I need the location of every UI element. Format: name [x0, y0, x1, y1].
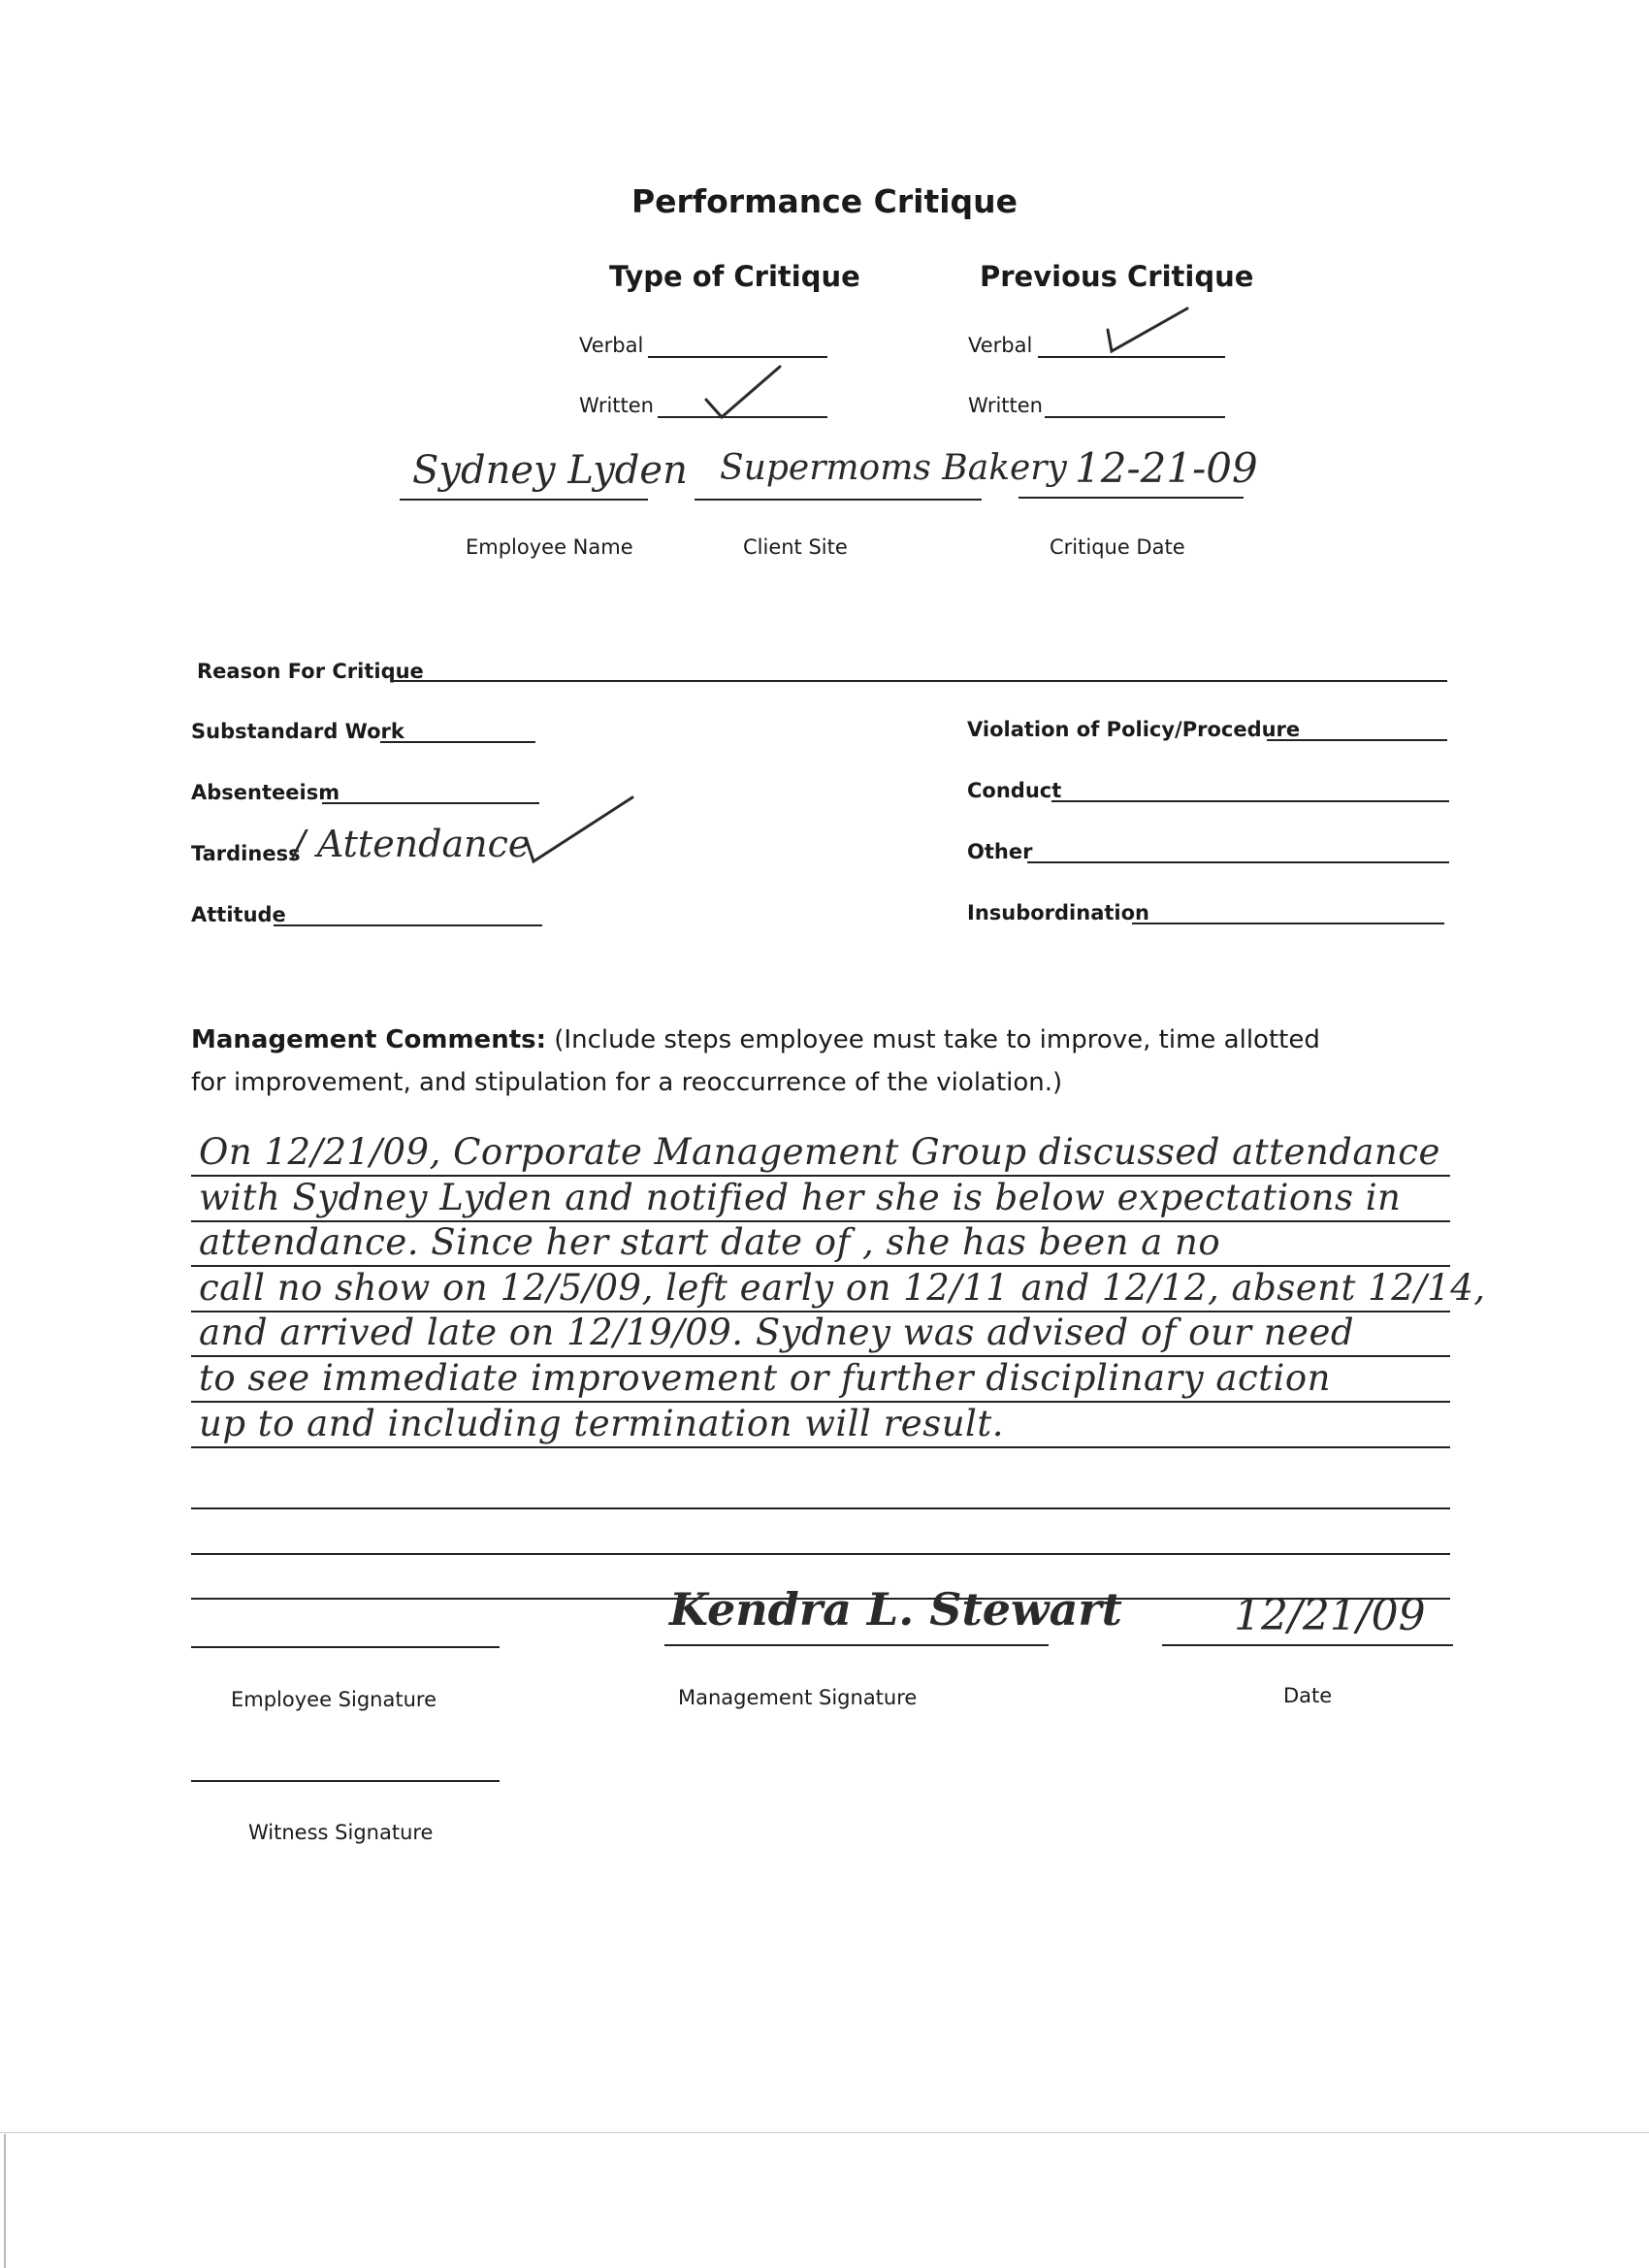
- comment-line[interactable]: [191, 1507, 1450, 1509]
- type-verbal-label: Verbal: [579, 334, 644, 357]
- management-signature-label: Management Signature: [678, 1686, 918, 1709]
- tardiness-entry-value: / Attendance: [293, 823, 531, 865]
- scan-edge: [0, 2132, 1649, 2133]
- insubordination-line[interactable]: [1132, 923, 1444, 924]
- employee-signature-line[interactable]: [191, 1646, 500, 1648]
- management-comments-bold: Management Comments:: [191, 1025, 547, 1054]
- previous-verbal-check-icon: [1096, 301, 1193, 361]
- management-comments-heading: [191, 1019, 1355, 1104]
- signature-date-value: 12/21/09: [1234, 1591, 1426, 1640]
- previous-verbal-label: Verbal: [968, 334, 1033, 357]
- attitude-line[interactable]: [274, 924, 542, 926]
- page-title: Performance Critique: [630, 182, 1018, 220]
- violation-line[interactable]: [1267, 739, 1447, 741]
- employee-signature-label: Employee Signature: [231, 1688, 436, 1711]
- substandard-work-line[interactable]: [380, 741, 535, 743]
- other-line[interactable]: [1027, 861, 1449, 863]
- critique-date-value: 12-21-09: [1075, 444, 1258, 492]
- substandard-work-label: Substandard Work: [191, 720, 404, 743]
- critique-date-line[interactable]: [1018, 497, 1244, 499]
- date-label: Date: [1283, 1684, 1333, 1707]
- previous-critique-heading: Previous Critique: [980, 260, 1254, 293]
- violation-label: Violation of Policy/Procedure: [967, 718, 1301, 741]
- tardiness-label: Tardiness: [191, 842, 301, 865]
- other-label: Other: [967, 840, 1033, 863]
- critique-date-label: Critique Date: [1050, 535, 1185, 559]
- comment-text-line: attendance. Since her start date of , she has been a no: [199, 1221, 1221, 1263]
- comment-line[interactable]: [191, 1446, 1450, 1448]
- absenteeism-line[interactable]: [322, 802, 539, 804]
- comment-text-line: call no show on 12/5/09, left early on 12/11 and 12/12, absent 12/14,: [199, 1267, 1486, 1309]
- attitude-label: Attitude: [191, 903, 286, 926]
- conduct-line[interactable]: [1051, 800, 1449, 802]
- witness-signature-line[interactable]: [191, 1780, 500, 1782]
- insubordination-label: Insubordination: [967, 901, 1149, 924]
- comment-text-line: and arrived late on 12/19/09. Sydney was advised of our need: [199, 1312, 1355, 1353]
- reason-for-critique-label: Reason For Critique: [197, 660, 424, 683]
- witness-signature-label: Witness Signature: [248, 1821, 434, 1844]
- client-site-label: Client Site: [743, 535, 848, 559]
- comment-text-line: with Sydney Lyden and notified her she is below expectations in: [199, 1177, 1402, 1218]
- employee-name-line[interactable]: [400, 499, 648, 501]
- comment-text-line: On 12/21/09, Corporate Management Group discussed attendance: [199, 1131, 1440, 1173]
- employee-name-value: Sydney Lyden: [412, 448, 688, 493]
- employee-name-label: Employee Name: [466, 535, 633, 559]
- comment-text-line: to see immediate improvement or further disciplinary action: [199, 1357, 1331, 1399]
- client-site-line[interactable]: [695, 499, 982, 501]
- comment-line[interactable]: [191, 1553, 1450, 1555]
- type-written-label: Written: [579, 394, 654, 417]
- type-of-critique-heading: Type of Critique: [609, 260, 860, 293]
- client-site-value: Supermoms Bakery: [720, 448, 1067, 488]
- tardiness-check-icon: [520, 788, 636, 865]
- date-line[interactable]: [1162, 1644, 1453, 1646]
- reason-for-critique-line[interactable]: [394, 680, 1447, 682]
- management-comments-instructions: (Include steps employee must take to improve, time allotted for improvement, and stipulation for a reoccurrence of the violation.): [191, 1025, 1320, 1097]
- management-signature-value: Kendra L. Stewart: [669, 1583, 1122, 1636]
- type-verbal-line[interactable]: [648, 356, 827, 358]
- previous-written-line[interactable]: [1045, 416, 1225, 418]
- conduct-label: Conduct: [967, 779, 1062, 802]
- comment-text-line: up to and including termination will result.: [199, 1403, 1004, 1444]
- absenteeism-label: Absenteeism: [191, 781, 340, 804]
- management-signature-line[interactable]: [664, 1644, 1049, 1646]
- previous-written-label: Written: [968, 394, 1043, 417]
- type-written-check-icon: [698, 361, 786, 423]
- scan-edge-left: [4, 2134, 6, 2268]
